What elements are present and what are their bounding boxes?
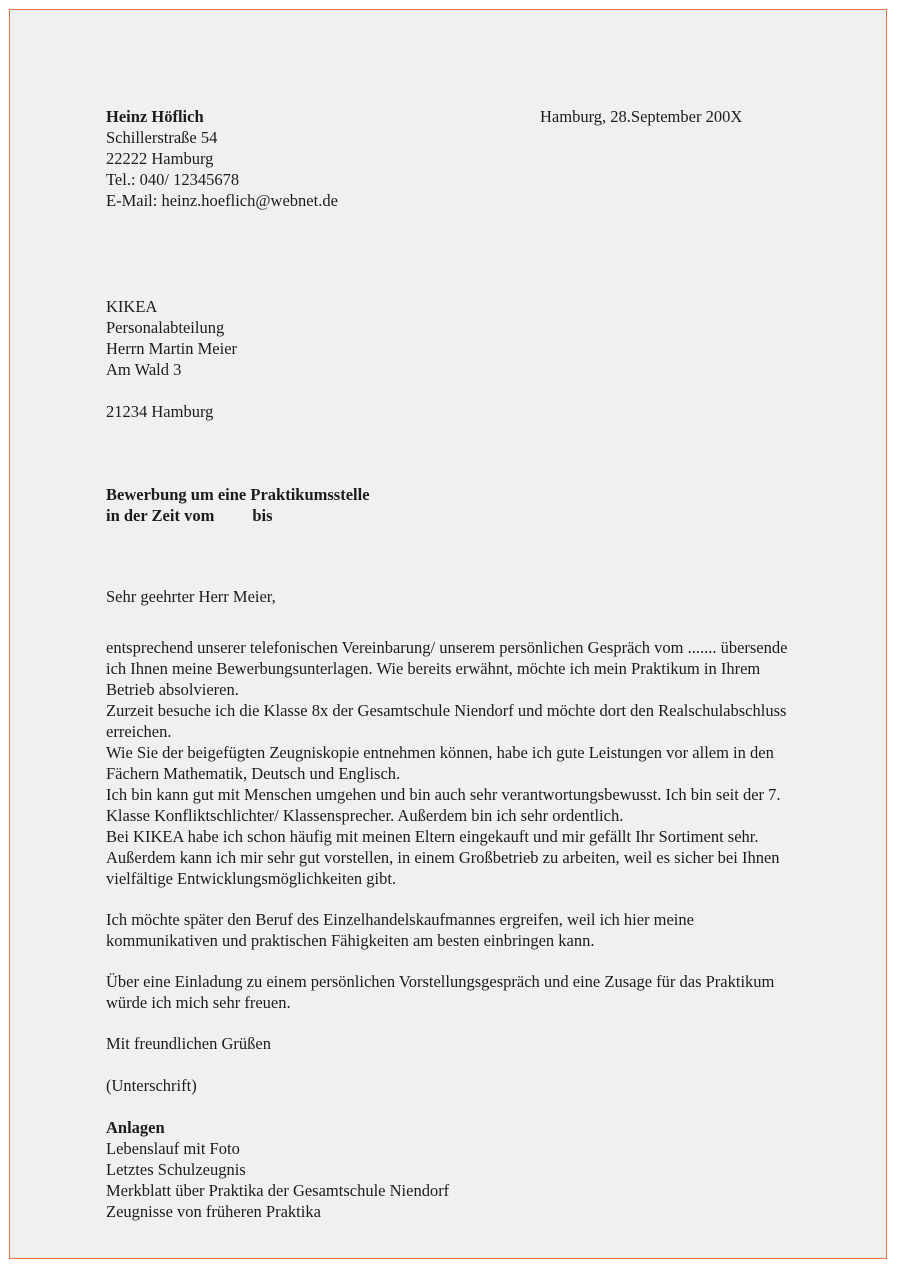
salutation: Sehr geehrter Herr Meier,: [106, 587, 276, 606]
subject-period-to: bis: [252, 506, 273, 525]
body-paragraph-6: Ich möchte später den Beruf des Einzelhandelskaufmannes ergreifen, weil ich hier meine kommunikativen und praktischen Fähigkeiten am besten einbringen kann.: [106, 910, 694, 950]
letter-body: [106, 637, 790, 1013]
recipient-department: Personalabteilung: [106, 318, 225, 337]
subject-line-1: Bewerbung um eine Praktikumsstelle: [106, 485, 370, 504]
sender-email: E-Mail: heinz.hoeflich@webnet.de: [106, 191, 338, 210]
sender-name: Heinz Höflich: [106, 107, 204, 126]
body-paragraph-4: Ich bin kann gut mit Menschen umgehen und bin auch sehr verantwortungsbewusst. Ich bin seit der 7. Klasse Konfliktschlichter/ Klassensprecher. Außerdem bin ich sehr ordentlich.: [106, 785, 781, 825]
list-item: Lebenslauf mit Foto: [106, 1139, 240, 1158]
subject-period-from: in der Zeit vom: [106, 506, 215, 525]
body-paragraph-7: Über eine Einladung zu einem persönlichen Vorstellungsgespräch und eine Zusage für das Praktikum würde ich mich sehr freuen.: [106, 972, 775, 1012]
subject-block: [106, 484, 790, 526]
attachments-title: Anlagen: [106, 1118, 165, 1137]
attachments-list: [106, 1138, 790, 1222]
body-paragraph-1: entsprechend unserer telefonischen Vereinbarung/ unserem persönlichen Gespräch vom ....... übersende ich Ihnen meine Bewerbungsunterlagen. Wie bereits erwähnt, möchte ich mein Praktikum in Ihrem Betrieb absolvieren.: [106, 638, 788, 699]
letter-sheet: [10, 10, 886, 1258]
sender-phone: Tel.: 040/ 12345678: [106, 170, 240, 189]
recipient-address-block: [106, 296, 790, 422]
body-paragraph-2: Zurzeit besuche ich die Klasse 8x der Gesamtschule Niendorf und möchte dort den Realschulabschluss erreichen.: [106, 701, 787, 741]
body-paragraph-5: Bei KIKEA habe ich schon häufig mit meinen Eltern eingekauft und mir gefällt Ihr Sortiment sehr. Außerdem kann ich mir sehr gut vorstellen, in einem Großbetrieb zu arbeiten, weil es sicher bei Ihnen vielfältige Entwicklungsmöglichkeiten gibt.: [106, 827, 780, 888]
document-page-frame: [9, 9, 887, 1259]
sender-street: Schillerstraße 54: [106, 128, 218, 147]
recipient-city: 21234 Hamburg: [106, 402, 214, 421]
letter-header: [106, 106, 790, 218]
signature-placeholder: (Unterschrift): [106, 1076, 197, 1095]
list-item: Letztes Schulzeugnis: [106, 1160, 246, 1179]
subject-line-2: [106, 505, 790, 526]
list-item: Zeugnisse von früheren Praktika: [106, 1202, 321, 1221]
closing-line: Mit freundlichen Grüßen: [106, 1034, 271, 1053]
body-paragraph-3: Wie Sie der beigefügten Zeugniskopie entnehmen können, habe ich gute Leistungen vor allem in den Fächern Mathematik, Deutsch und Englisch.: [106, 743, 774, 783]
sender-address-block: [106, 106, 338, 211]
recipient-person: Herrn Martin Meier: [106, 339, 238, 358]
recipient-street: Am Wald 3: [106, 360, 182, 379]
recipient-company: KIKEA: [106, 297, 158, 316]
sender-city: 22222 Hamburg: [106, 149, 214, 168]
date-line: Hamburg, 28.September 200X: [540, 107, 743, 126]
list-item: Merkblatt über Praktika der Gesamtschule Niendorf: [106, 1181, 450, 1200]
